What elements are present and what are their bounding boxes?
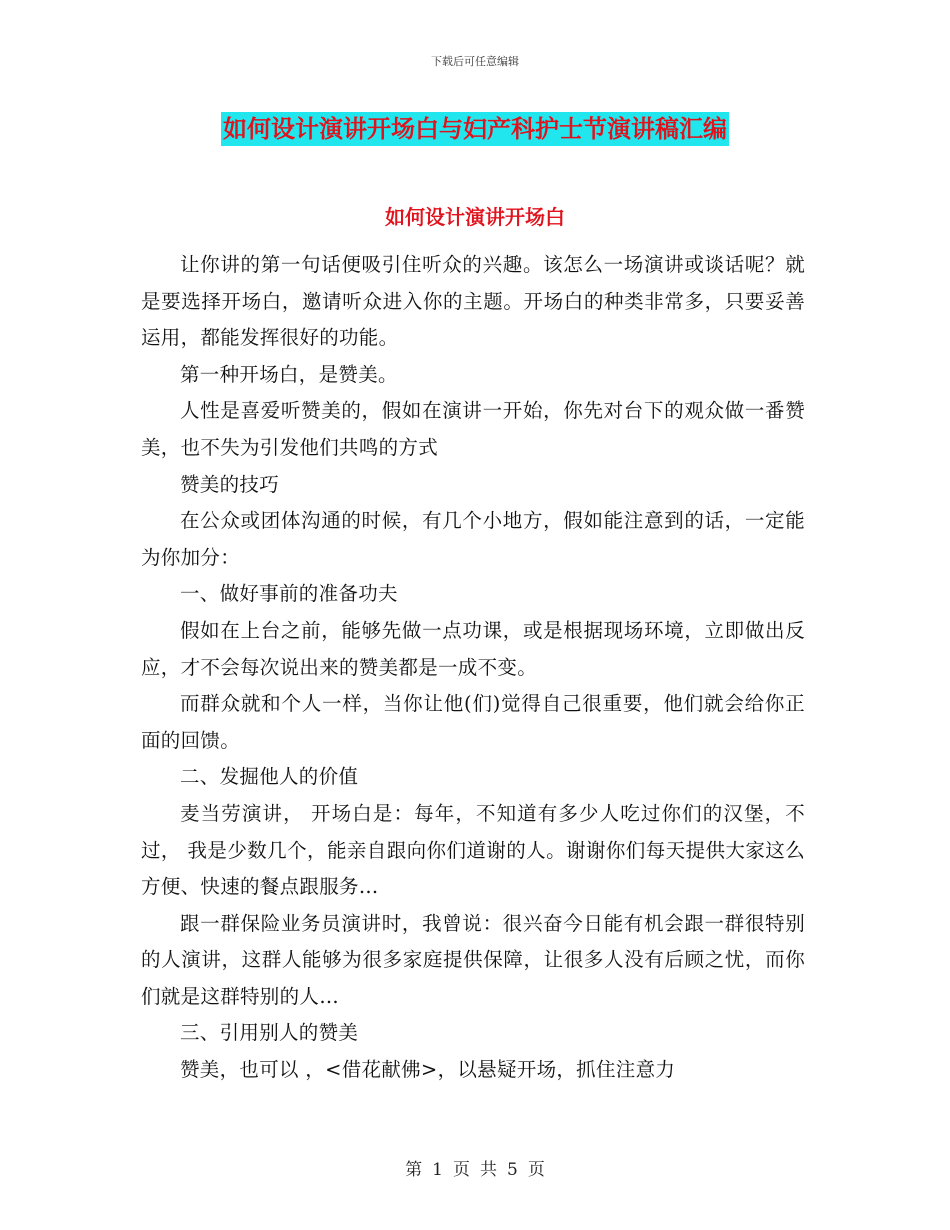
paragraph: 赞美，也可以 ，<借花献佛>，以悬疑开场，抓住注意力 bbox=[180, 1058, 676, 1082]
page-label-prefix: 第 bbox=[405, 1160, 423, 1180]
main-title: 如何设计演讲开场白与妇产科护士节演讲稿汇编 bbox=[221, 112, 729, 146]
paragraph: 二、发掘他人的价值 bbox=[180, 765, 359, 789]
paragraph: 在公众或团体沟通的时候，有几个小地方，假如能注意到的话，一定能为你加分： bbox=[141, 509, 805, 569]
total-label: 共 bbox=[480, 1160, 497, 1180]
current-page-number: 1 bbox=[432, 1160, 443, 1180]
main-title-container bbox=[0, 112, 950, 146]
paragraph: 让你讲的第一句话便吸引住听众的兴趣。该怎么一场演讲或谈话呢？就是要选择开场白，邀请听众进入你的主题。开场白的种类非常多，只要妥善运用，都能发挥很好的功能。 bbox=[141, 253, 805, 350]
page-label-mid: 页 bbox=[453, 1160, 470, 1180]
page-footer bbox=[0, 1155, 950, 1180]
paragraph: 跟一群保险业务员演讲时，我曾说：很兴奋今日能有机会跟一群很特别的人演讲，这群人能够为很多家庭提供保障，让很多人没有后顾之忧，而你们就是这群特别的人… bbox=[141, 911, 805, 1008]
paragraph: 第一种开场白，是赞美。 bbox=[180, 362, 398, 386]
paragraph: 人性是喜爱听赞美的，假如在演讲一开始，你先对台下的观众做一番赞美，也不失为引发他们共鸣的方式 bbox=[141, 399, 805, 459]
header-note: 下载后可任意编辑 bbox=[431, 55, 519, 68]
total-pages-number: 5 bbox=[507, 1160, 518, 1180]
paragraph: 而群众就和个人一样，当你让他(们)觉得自己很重要，他们就会给你正面的回馈。 bbox=[141, 692, 805, 752]
paragraph: 假如在上台之前，能够先做一点功课，或是根据现场环境，立即做出反应，才不会每次说出来的赞美都是一成不变。 bbox=[141, 618, 805, 679]
section-title: 如何设计演讲开场白 bbox=[385, 205, 565, 229]
page-label-suffix: 页 bbox=[527, 1160, 545, 1180]
paragraph: 赞美的技巧 bbox=[180, 472, 280, 496]
paragraph: 一、做好事前的准备功夫 bbox=[180, 582, 398, 606]
document-body bbox=[141, 247, 805, 1089]
paragraph: 三、引用别人的赞美 bbox=[180, 1021, 359, 1045]
paragraph: 麦当劳演讲， 开场白是：每年，不知道有多少人吃过你们的汉堡，不过， 我是少数几个，能亲自跟向你们道谢的人。谢谢你们每天提供大家这么方便、快速的餐点跟服务… bbox=[141, 801, 805, 899]
